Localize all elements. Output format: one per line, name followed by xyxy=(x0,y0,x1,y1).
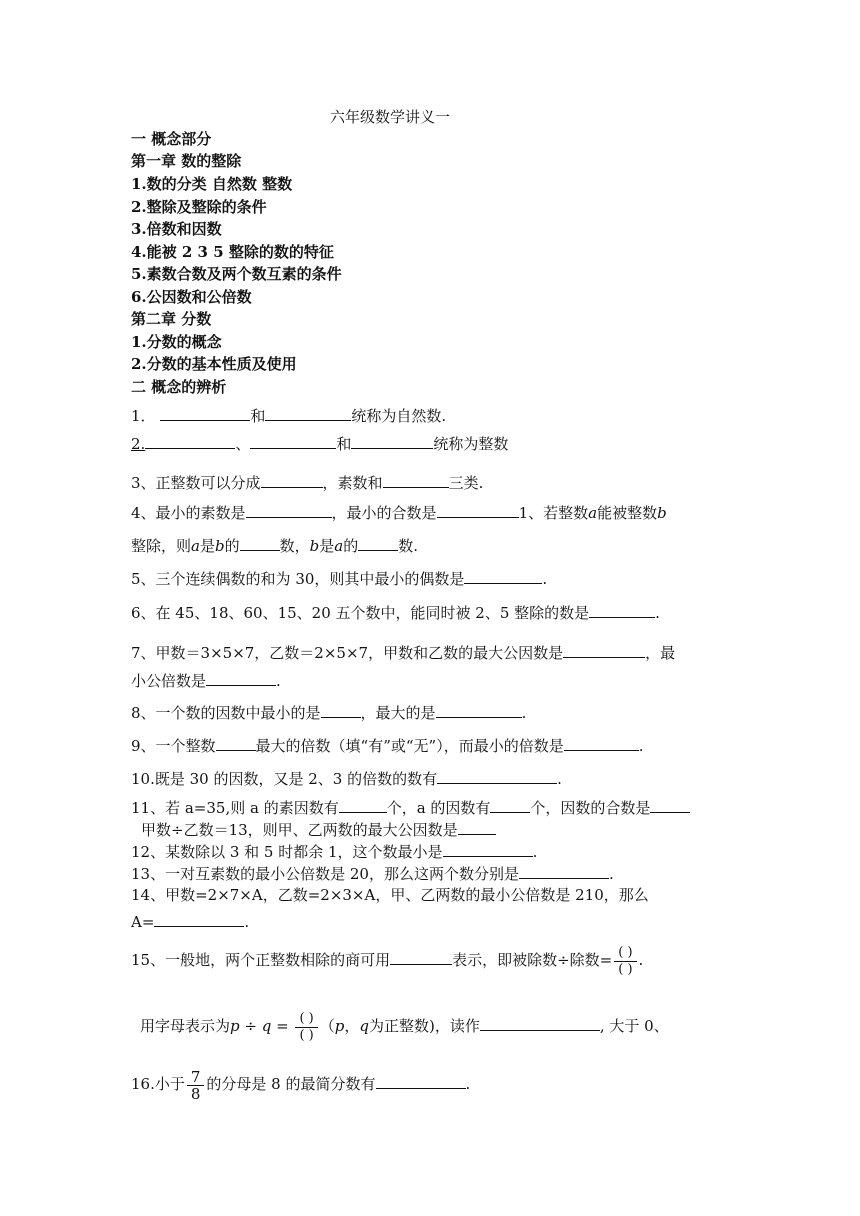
outline-chapter-2: 第二章 分数 xyxy=(131,310,212,328)
question-16: 16.小于 $\frac{7}{8}$ 的分母是 8 的最简分数有 . xyxy=(131,1067,471,1103)
question-8: 8、一个数的因数中最小的是 ，最大的是 . xyxy=(131,704,527,722)
outline-item: 2.分数的基本性质及使用 xyxy=(131,355,297,373)
answer-blank[interactable] xyxy=(564,735,639,751)
answer-blank[interactable] xyxy=(160,405,250,421)
answer-blank[interactable] xyxy=(154,911,244,927)
question-6: 6、在 45、18、60、15、20 五个数中，能同时被 2、5 整除的数是 . xyxy=(131,604,660,622)
answer-blank[interactable] xyxy=(246,502,332,518)
question-11-cont: 甲数÷乙数＝13，则甲、乙两数的最大公因数是 xyxy=(141,819,496,839)
question-3: 3、正整数可以分成 ，素数和 三类. xyxy=(131,474,484,492)
question-13: 13、一对互素数的最小公倍数是 20，那么这两个数分别是 . xyxy=(131,865,614,883)
answer-blank[interactable] xyxy=(437,768,557,784)
answer-blank[interactable] xyxy=(437,502,519,518)
outline-item: 2.整除及整除的条件 xyxy=(131,198,267,216)
answer-blank[interactable] xyxy=(216,735,256,751)
fraction-template: $\frac{( )}{( )}$ xyxy=(614,945,636,978)
question-15-cont: 用字母表示为p ÷ q = $\frac{( )}{( )}$ （p，q为正整数)，读作 , 大于 0、 xyxy=(140,1010,669,1043)
answer-blank[interactable] xyxy=(321,702,361,718)
outline-section-2: 二 概念的辨析 xyxy=(131,378,227,396)
answer-blank[interactable] xyxy=(519,863,609,879)
answer-blank[interactable] xyxy=(480,1015,600,1031)
outline-item: 1.分数的概念 xyxy=(131,333,222,351)
question-11: 11、若 a=35,则 a 的素因数有 个，a 的因数有 个，因数的合数是 xyxy=(131,797,690,817)
question-14: 14、甲数=2×7×A，乙数=2×3×A，甲、乙两数的最小公倍数是 210，那么 xyxy=(131,886,649,904)
answer-blank[interactable] xyxy=(383,472,449,488)
answer-blank[interactable] xyxy=(563,642,645,658)
question-15: 15、一般地，两个正整数相除的商可用 表示，即被除数÷除数= $\frac{( )}{( )}$ . xyxy=(131,944,644,977)
answer-blank[interactable] xyxy=(436,702,522,718)
question-1: 1． 和 统称为自然数. xyxy=(131,407,447,425)
fraction-seven-eighths: $\frac{7}{8}$ xyxy=(187,1069,205,1102)
question-2: 2. 、 和 统称为整数 xyxy=(131,435,509,453)
question-5: 5、三个连续偶数的和为 30，则其中最小的偶数是 . xyxy=(131,570,548,588)
question-4-cont: 整除，则a是b的 数，b是a的 数. xyxy=(131,537,418,555)
answer-blank[interactable] xyxy=(265,405,351,421)
question-14-cont: A= . xyxy=(131,913,250,931)
answer-blank[interactable] xyxy=(250,433,336,449)
answer-blank[interactable] xyxy=(240,535,280,551)
outline-item: 4.能被 2 3 5 整除的数的特征 xyxy=(131,243,334,261)
answer-blank[interactable] xyxy=(376,1073,466,1089)
question-10: 10.既是 30 的因数，又是 2、3 的倍数的数有 . xyxy=(131,770,562,788)
answer-blank[interactable] xyxy=(351,433,433,449)
page-title: 六年级数学讲义一 xyxy=(329,108,450,126)
question-4: 4、最小的素数是 ，最小的合数是 1、若整数a能被整数b xyxy=(131,504,667,522)
answer-blank[interactable] xyxy=(261,472,323,488)
answer-blank[interactable] xyxy=(490,797,530,813)
answer-blank[interactable] xyxy=(464,568,542,584)
answer-blank[interactable] xyxy=(458,819,496,835)
answer-blank[interactable] xyxy=(206,670,276,686)
question-7: 7、甲数＝3×5×7，乙数＝2×5×7，甲数和乙数的最大公因数是 ，最 xyxy=(131,644,676,662)
question-12: 12、某数除以 3 和 5 时都余 1，这个数最小是 . xyxy=(131,843,538,861)
answer-blank[interactable] xyxy=(589,602,655,618)
outline-item: 3.倍数和因数 xyxy=(131,220,222,238)
outline-chapter-1: 第一章 数的整除 xyxy=(131,152,242,170)
question-7-cont: 小公倍数是 . xyxy=(131,672,281,690)
answer-blank[interactable] xyxy=(390,949,452,965)
answer-blank[interactable] xyxy=(145,433,235,449)
outline-item: 1.数的分类 自然数 整数 xyxy=(131,175,293,193)
answer-blank[interactable] xyxy=(339,797,387,813)
answer-blank[interactable] xyxy=(358,535,398,551)
fraction-template: $\frac{( )}{( )}$ xyxy=(295,1011,317,1044)
question-9: 9、一个整数 最大的倍数（填“有”或“无”），而最小的倍数是 . xyxy=(131,737,644,755)
outline-item: 5.素数合数及两个数互素的条件 xyxy=(131,265,342,283)
outline-item: 6.公因数和公倍数 xyxy=(131,288,252,306)
outline-section-1: 一 概念部分 xyxy=(131,130,212,148)
answer-blank[interactable] xyxy=(443,841,533,857)
answer-blank[interactable] xyxy=(650,797,690,813)
